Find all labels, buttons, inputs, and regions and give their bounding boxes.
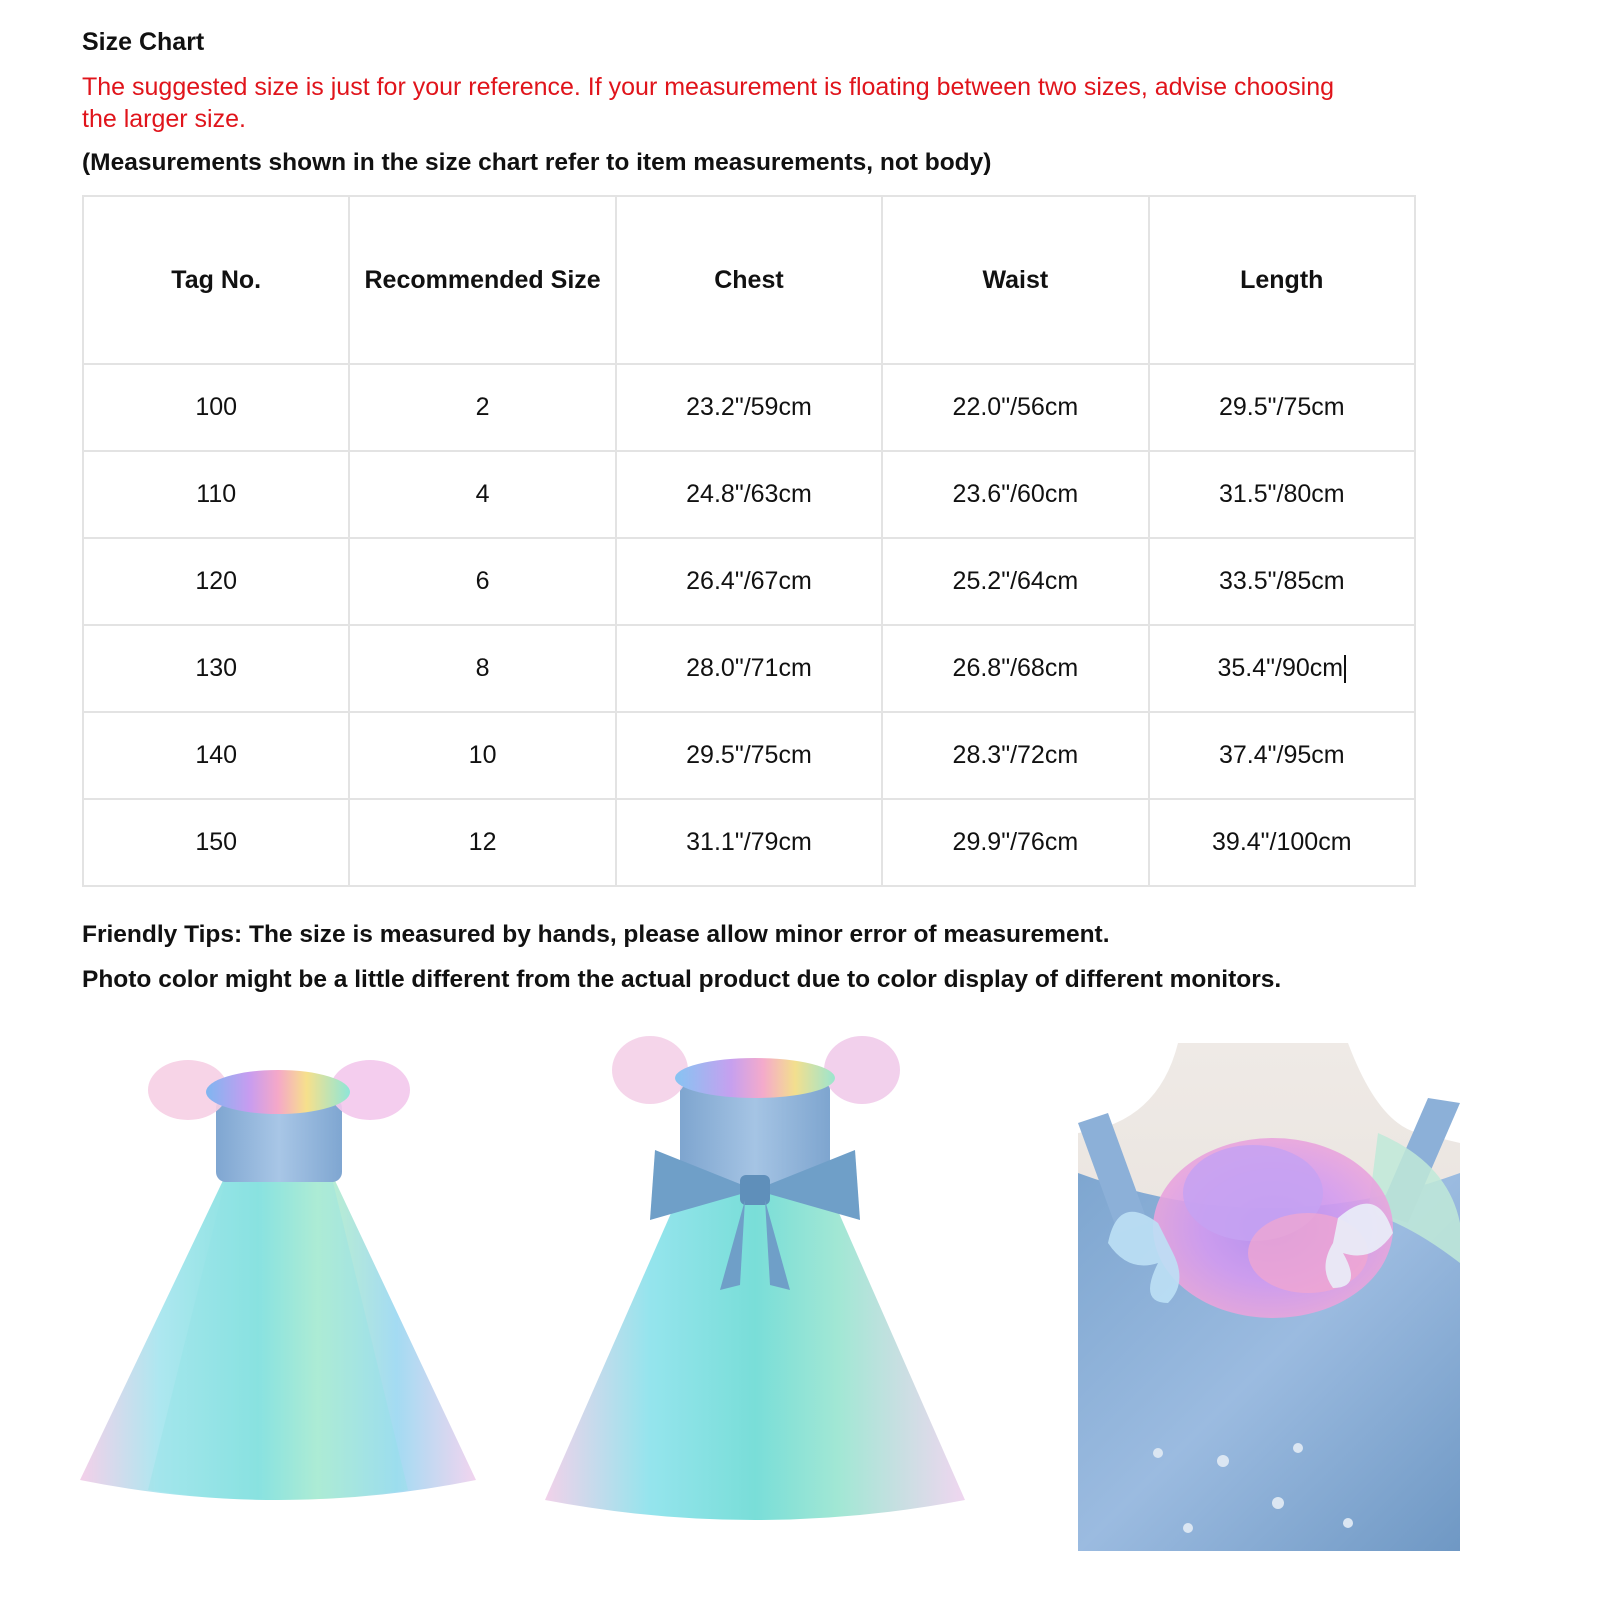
text-cursor [1344,655,1346,683]
dress-front-photo [78,1040,480,1546]
cell-length: 33.5"/85cm [1149,538,1415,625]
cell-tag-no: 110 [83,451,349,538]
cell-chest: 23.2"/59cm [616,364,882,451]
cell-length-value: 35.4"/90cm [1217,653,1344,682]
cell-recommended-size: 6 [349,538,615,625]
cell-length: 29.5"/75cm [1149,364,1415,451]
table-row [83,625,1415,712]
cell-waist: 29.9"/76cm [882,799,1148,886]
table-row [83,799,1415,886]
color-disclaimer: Photo color might be a little different from the actual product due to color display of different monitors. [82,966,1282,993]
cell-tag-no: 140 [83,712,349,799]
cell-chest: 28.0"/71cm [616,625,882,712]
table-row [83,538,1415,625]
cell-waist: 26.8"/68cm [882,625,1148,712]
cell-waist: 22.0"/56cm [882,364,1148,451]
header-waist: Waist [882,196,1148,364]
size-chart-table [82,195,1416,887]
measurement-note: (Measurements shown in the size chart refer to item measurements, not body) [82,149,992,176]
cell-chest: 26.4"/67cm [616,538,882,625]
cell-waist: 25.2"/64cm [882,538,1148,625]
header-chest: Chest [616,196,882,364]
cell-chest: 29.5"/75cm [616,712,882,799]
cell-chest: 31.1"/79cm [616,799,882,886]
header-recommended-size: Recommended Size [349,196,615,364]
table-row [83,712,1415,799]
table-header-row [83,196,1415,364]
cell-tag-no: 100 [83,364,349,451]
cell-tag-no: 130 [83,625,349,712]
header-length: Length [1149,196,1415,364]
cell-length: 31.5"/80cm [1149,451,1415,538]
table-row [83,451,1415,538]
dress-bodice-closeup-photo [1078,1043,1460,1551]
cell-length[interactable] [1149,625,1415,712]
cell-waist: 28.3"/72cm [882,712,1148,799]
cell-recommended-size: 8 [349,625,615,712]
cell-length: 37.4"/95cm [1149,712,1415,799]
friendly-tip: Friendly Tips: The size is measured by hands, please allow minor error of measurement. [82,921,1110,948]
size-chart-title: Size Chart [82,28,205,56]
header-tag-no: Tag No. [83,196,349,364]
cell-waist: 23.6"/60cm [882,451,1148,538]
cell-recommended-size: 2 [349,364,615,451]
cell-chest: 24.8"/63cm [616,451,882,538]
dress-back-photo [540,1030,970,1550]
size-notice: The suggested size is just for your reference. If your measurement is floating between two sizes, advise choosing the larger size. [82,73,1335,133]
cell-recommended-size: 12 [349,799,615,886]
table-row [83,364,1415,451]
cell-tag-no: 150 [83,799,349,886]
cell-tag-no: 120 [83,538,349,625]
cell-length: 39.4"/100cm [1149,799,1415,886]
cell-recommended-size: 4 [349,451,615,538]
cell-recommended-size: 10 [349,712,615,799]
